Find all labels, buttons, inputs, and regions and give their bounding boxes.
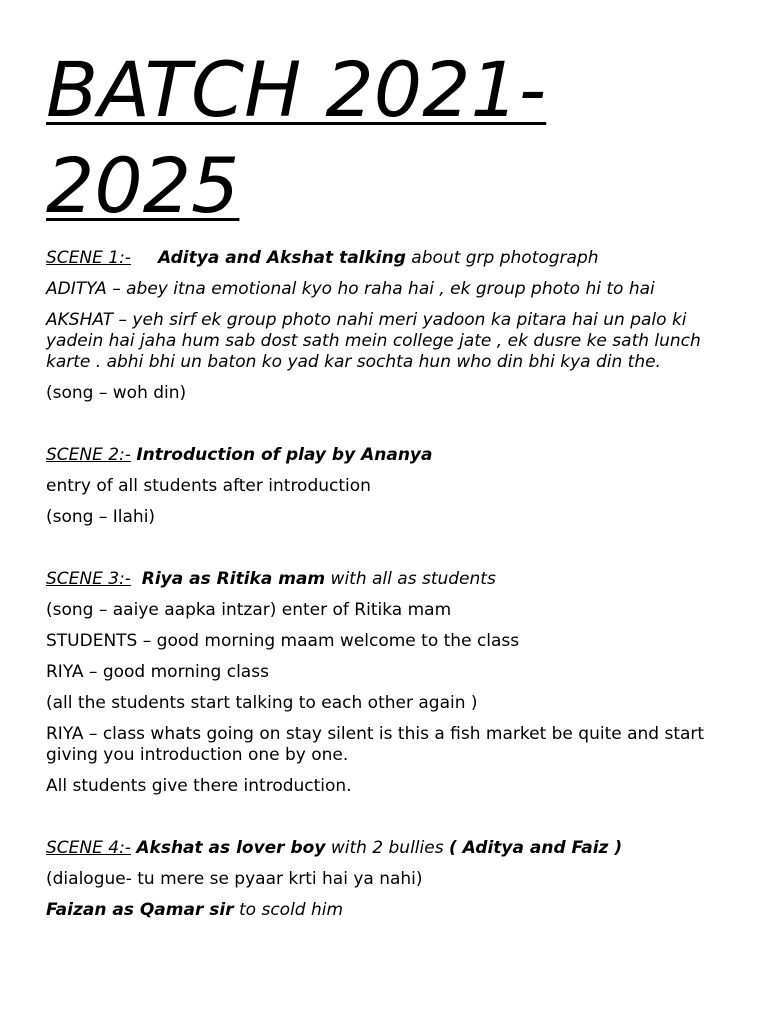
scene-2-song: (song – Ilahi)	[46, 507, 156, 527]
scene-1-title: Aditya and Akshat talking	[157, 248, 406, 268]
scene-3-line-riya: RIYA – good morning class	[46, 662, 269, 682]
scene-4-faizan-action: to scold him	[233, 900, 344, 920]
scene-3-line-stage-direction: (all the students start talking to each other again )	[46, 693, 478, 713]
scene-3-description: with all as students	[325, 569, 496, 589]
scene-2-label: SCENE 2:-	[46, 445, 131, 465]
scene-4-line-faizan	[46, 900, 726, 921]
scene-1-song: (song – woh din)	[46, 383, 187, 403]
scene-3-line-students: STUDENTS – good morning maam welcome to the class	[46, 631, 520, 651]
scene-2-line-entry: entry of all students after introduction	[46, 476, 371, 496]
scene-4-faizan-role: Faizan as Qamar sir	[46, 900, 234, 920]
scene-1-line-akshat: AKSHAT – yeh sirf ek group photo nahi meri yadoon ka pitara hai un palo ki yadein hai jaha hum sab dost sath mein college jate , ek dusre ke sath lunch karte . abhi bhi un baton ko yad kar sochta hun who din bhi kya din the.	[46, 310, 701, 372]
spacer	[46, 538, 726, 569]
scene-3-line-introductions: All students give there introduction.	[46, 776, 352, 796]
scene-3-label: SCENE 3:-	[46, 569, 131, 589]
document-page	[46, 42, 726, 931]
scene-3-heading	[46, 569, 726, 590]
scene-4-title: Akshat as lover boy	[136, 838, 326, 858]
spacer	[46, 414, 726, 445]
scene-3-song: (song – aaiye aapka intzar) enter of Ritika mam	[46, 600, 452, 620]
scene-4-bullies: ( Aditya and Faiz )	[448, 838, 623, 858]
scene-2-title: Introduction of play by Ananya	[136, 445, 433, 465]
scene-4-label: SCENE 4:-	[46, 838, 131, 858]
scene-3-line-riya-2: RIYA – class whats going on stay silent is this a fish market be quite and start giving you introduction one by one.	[46, 724, 705, 765]
scene-2-heading	[46, 445, 726, 466]
scene-1-description: about grp photograph	[405, 248, 599, 268]
scene-4-dialogue: (dialogue- tu mere se pyaar krti hai ya nahi)	[46, 869, 423, 889]
scene-4-description: with 2 bullies	[325, 838, 449, 858]
spacer	[46, 807, 726, 838]
document-title: BATCH 2021-2025	[46, 45, 547, 230]
scene-1-heading	[46, 248, 726, 269]
scene-1-line-aditya: ADITYA – abey itna emotional kyo ho raha hai , ek group photo hi to hai	[46, 279, 655, 299]
scene-4-heading	[46, 838, 726, 859]
scene-1-label: SCENE 1:-	[46, 248, 131, 268]
scene-3-title: Riya as Ritika mam	[141, 569, 326, 589]
